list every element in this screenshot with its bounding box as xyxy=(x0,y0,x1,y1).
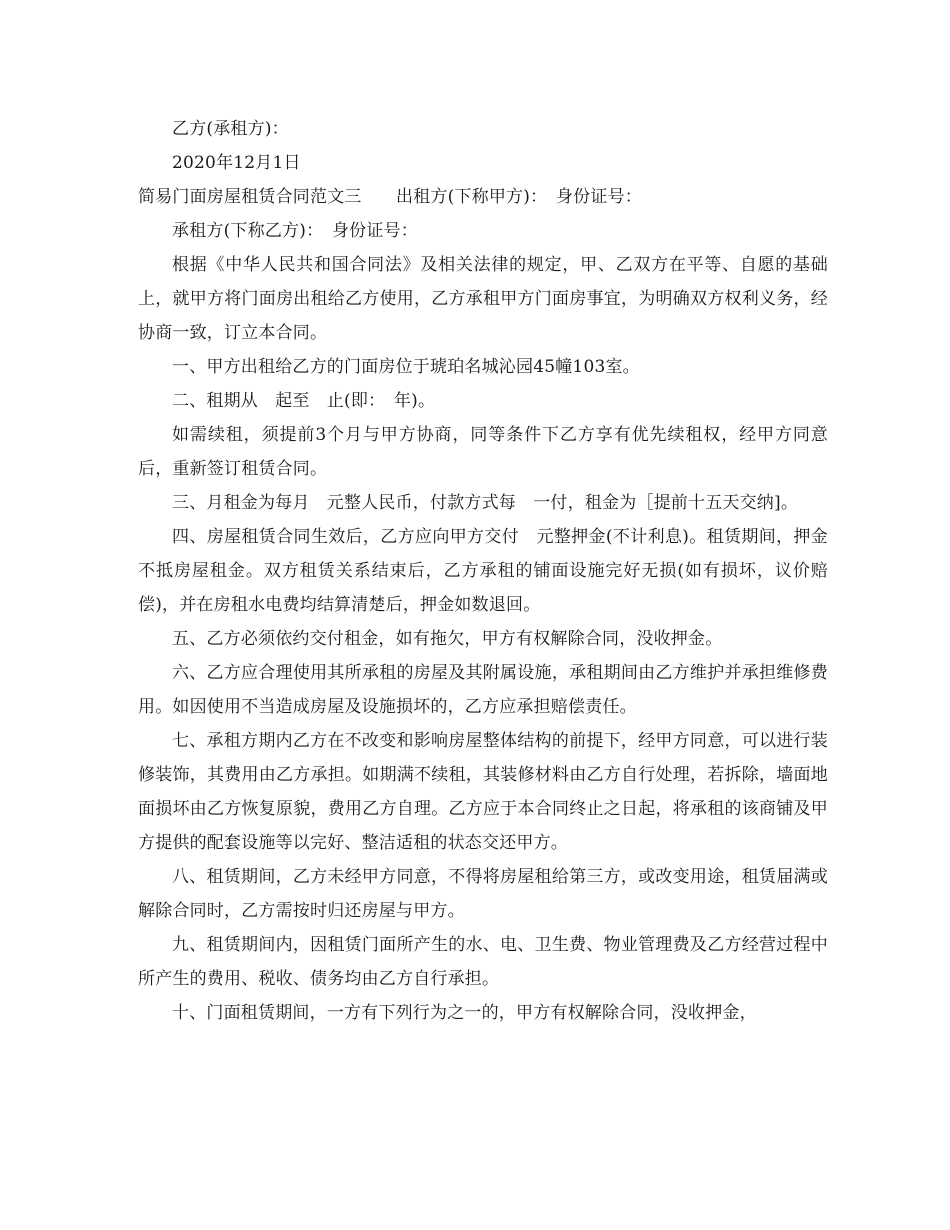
clause-9: 九、租赁期间内，因租赁门面所产生的水、电、卫生费、物业管理费及乙方经营过程中所产生的费用、税收、债务均由乙方自行承担。 xyxy=(138,935,828,989)
clause-6: 六、乙方应合理使用其所承租的房屋及其附属设施，承租期间由乙方维护并承担维修费用。如因使用不当造成房屋及设施损坏的，乙方应承担赔偿责任。 xyxy=(138,663,828,717)
clause-8: 八、租赁期间，乙方未经甲方同意，不得将房屋租给第三方，或改变用途，租赁届满或解除合同时，乙方需按时归还房屋与甲方。 xyxy=(138,867,828,921)
clause-2: 二、租期从 起至 止(即： 年)。 xyxy=(172,391,436,411)
clause-2-renewal: 如需续租，须提前3个月与甲方协商，同等条件下乙方享有优先续租权，经甲方同意后，重新签订租赁合同。 xyxy=(138,425,828,479)
contract-body xyxy=(138,112,828,1030)
preamble-paragraph: 根据《中华人民共和国合同法》及相关法律的规定，甲、乙双方在平等、自愿的基础上，就甲方将门面房出租给乙方使用，乙方承租甲方门面房事宜，为明确双方权利义务，经协商一致，订立本合同。 xyxy=(138,255,828,343)
clause-4: 四、房屋租赁合同生效后，乙方应向甲方交付 元整押金(不计利息)。租赁期间，押金不抵房屋租金。双方租赁关系结束后，乙方承租的铺面设施完好无损(如有损坏，议价赔偿)，并在房租水电费均结算清楚后，押金如数退回。 xyxy=(138,527,828,615)
clause-10: 十、门面租赁期间，一方有下列行为之一的，甲方有权解除合同，没收押金， xyxy=(172,1003,757,1023)
clause-3: 三、月租金为每月 元整人民币，付款方式每 一付，租金为［提前十五天交纳]。 xyxy=(172,493,799,513)
clause-7: 七、承租方期内乙方在不改变和影响房屋整体结构的前提下，经甲方同意，可以进行装修装饰，其费用由乙方承担。如期满不续租，其装修材料由乙方自行处理，若拆除，墙面地面损坏由乙方恢复原貌，费用乙方自理。乙方应于本合同终止之日起，将承租的该商铺及甲方提供的配套设施等以完好、整洁适租的状态交还甲方。 xyxy=(138,731,828,853)
lessee-line: 承租方(下称乙方)： 身份证号： xyxy=(172,221,418,241)
signing-date: 2020年12月1日 xyxy=(172,153,301,173)
clause-5: 五、乙方必须依约交付租金，如有拖欠，甲方有权解除合同，没收押金。 xyxy=(172,629,723,649)
contract-title-line: 简易门面房屋租赁合同范文三 出租方(下称甲方)： 身份证号： xyxy=(138,187,642,207)
party-b-label: 乙方(承租方)： xyxy=(172,119,289,139)
clause-1: 一、甲方出租给乙方的门面房位于琥珀名城沁园45幢103室。 xyxy=(172,357,640,377)
